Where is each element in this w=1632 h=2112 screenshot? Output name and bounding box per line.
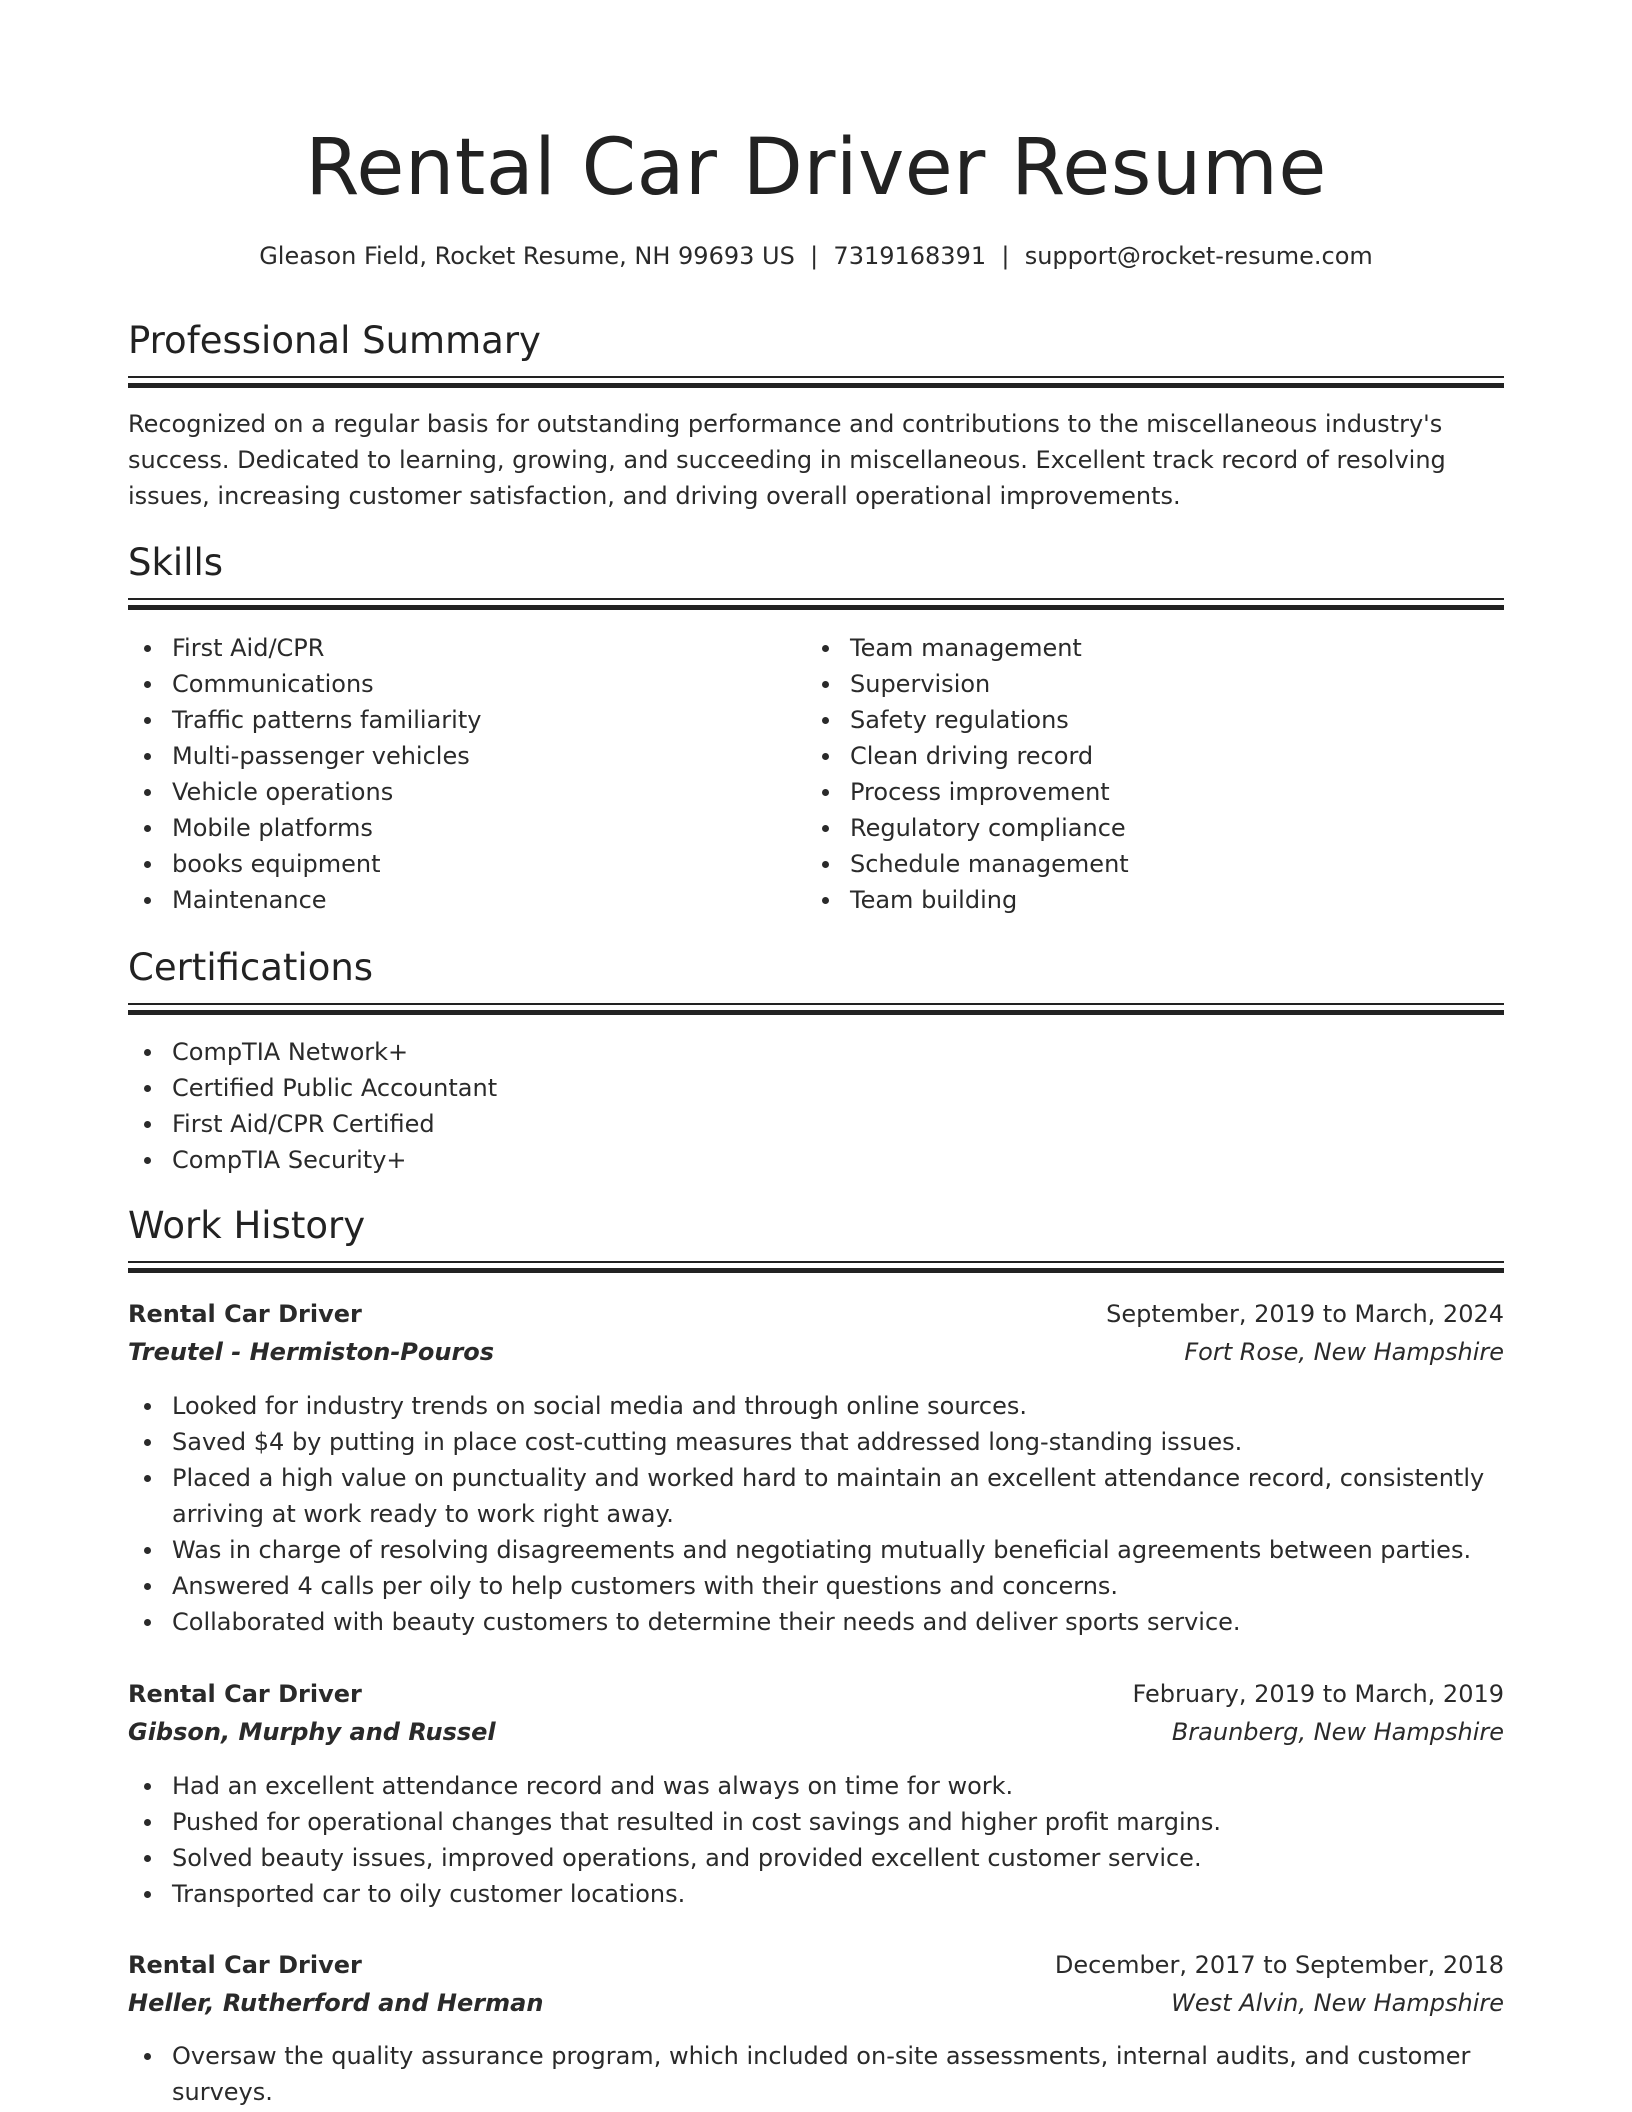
skills-list-left	[128, 630, 802, 918]
job-dates: September, 2019 to March, 2024	[1106, 1300, 1504, 1328]
skill-item: Team management	[850, 630, 1500, 666]
skill-item: books equipment	[172, 846, 802, 882]
job-bullets	[128, 2038, 1492, 2110]
divider	[128, 605, 1504, 610]
job-title: Rental Car Driver	[128, 1951, 362, 1979]
section-heading: Work History	[128, 1204, 366, 1247]
job-bullet: Saved $4 by putting in place cost-cutting measures that addressed long-standing issues.	[172, 1424, 1492, 1460]
job-dates: February, 2019 to March, 2019	[1132, 1680, 1504, 1708]
job-company-row	[128, 1333, 1504, 1371]
job-company-row	[128, 1713, 1504, 1751]
divider	[128, 1010, 1504, 1015]
skill-item: Maintenance	[172, 882, 802, 918]
skill-item: Schedule management	[850, 846, 1500, 882]
section-heading: Certifications	[128, 946, 374, 989]
job-location: West Alvin, New Hampshire	[1171, 1989, 1504, 2017]
job-bullets	[128, 1768, 1492, 1912]
certification-item: CompTIA Network+	[172, 1034, 1548, 1070]
skill-item: Supervision	[850, 666, 1500, 702]
summary-text: Recognized on a regular basis for outstanding performance and contributions to the miscellaneous industry's success. Dedicated to learning, growing, and succeeding in miscellaneous. Excellent track record of resolving issues, increasing customer satisfaction, and driving overall operational improvements.	[128, 410, 1446, 510]
job-title-row	[128, 1675, 1504, 1713]
skill-item: Process improvement	[850, 774, 1500, 810]
job-dates: December, 2017 to September, 2018	[1054, 1951, 1504, 1979]
section-heading: Skills	[128, 541, 224, 584]
section-heading: Professional Summary	[128, 319, 541, 362]
summary-section-header	[128, 316, 1504, 388]
divider	[128, 1003, 1504, 1005]
certifications-section-header	[128, 943, 1504, 1015]
resume-title: Rental Car Driver Resume	[305, 123, 1327, 213]
job-bullet: Solved beauty issues, improved operations, and provided excellent customer service.	[172, 1840, 1492, 1876]
job-title: Rental Car Driver	[128, 1300, 362, 1328]
skills-section-header	[128, 538, 1504, 610]
job-title: Rental Car Driver	[128, 1680, 362, 1708]
job-bullet: Looked for industry trends on social media and through online sources.	[172, 1388, 1492, 1424]
certification-item: Certified Public Accountant	[172, 1070, 1548, 1106]
job-bullet: Collaborated with beauty customers to determine their needs and deliver sports service.	[172, 1604, 1492, 1640]
skill-item: Regulatory compliance	[850, 810, 1500, 846]
job-bullet: Had an excellent attendance record and was always on time for work.	[172, 1768, 1492, 1804]
contact-line: Gleason Field, Rocket Resume, NH 99693 US | 7319168391 | support@rocket-resume.com	[259, 242, 1373, 270]
job-company-row	[128, 1984, 1504, 2022]
divider	[128, 1268, 1504, 1273]
job-location: Braunberg, New Hampshire	[1171, 1718, 1504, 1746]
skill-item: Mobile platforms	[172, 810, 802, 846]
job-bullets	[128, 1388, 1492, 1640]
skill-item: Traffic patterns familiarity	[172, 702, 802, 738]
job-location: Fort Rose, New Hampshire	[1184, 1338, 1504, 1366]
job-company: Gibson, Murphy and Russel	[128, 1718, 496, 1746]
skill-item: Multi-passenger vehicles	[172, 738, 802, 774]
skill-item: First Aid/CPR	[172, 630, 802, 666]
job-title-row	[128, 1295, 1504, 1333]
job-bullet: Pushed for operational changes that resulted in cost savings and higher profit margins.	[172, 1804, 1492, 1840]
job-bullet: Placed a high value on punctuality and worked hard to maintain an excellent attendance record, consistently arriving at work ready to work right away.	[172, 1460, 1492, 1532]
skill-item: Safety regulations	[850, 702, 1500, 738]
job-bullet: Transported car to oily customer locations.	[172, 1876, 1492, 1912]
divider	[128, 376, 1504, 378]
work-history-section-header	[128, 1201, 1504, 1273]
certification-item: First Aid/CPR Certified	[172, 1106, 1548, 1142]
divider	[128, 1261, 1504, 1263]
skill-item: Communications	[172, 666, 802, 702]
divider	[128, 598, 1504, 600]
job-company: Treutel - Hermiston-Pouros	[128, 1338, 495, 1366]
job-bullet: Was in charge of resolving disagreements and negotiating mutually beneficial agreements between parties.	[172, 1532, 1492, 1568]
certifications-list	[128, 1034, 1548, 1178]
certification-item: CompTIA Security+	[172, 1142, 1548, 1178]
job-title-row	[128, 1946, 1504, 1984]
skill-item: Vehicle operations	[172, 774, 802, 810]
skill-item: Clean driving record	[850, 738, 1500, 774]
skill-item: Team building	[850, 882, 1500, 918]
job-bullet: Answered 4 calls per oily to help customers with their questions and concerns.	[172, 1568, 1492, 1604]
divider	[128, 383, 1504, 388]
job-bullet: Oversaw the quality assurance program, which included on-site assessments, internal audits, and customer surveys.	[172, 2038, 1492, 2110]
skills-list-right	[806, 630, 1500, 918]
job-company: Heller, Rutherford and Herman	[128, 1989, 544, 2017]
